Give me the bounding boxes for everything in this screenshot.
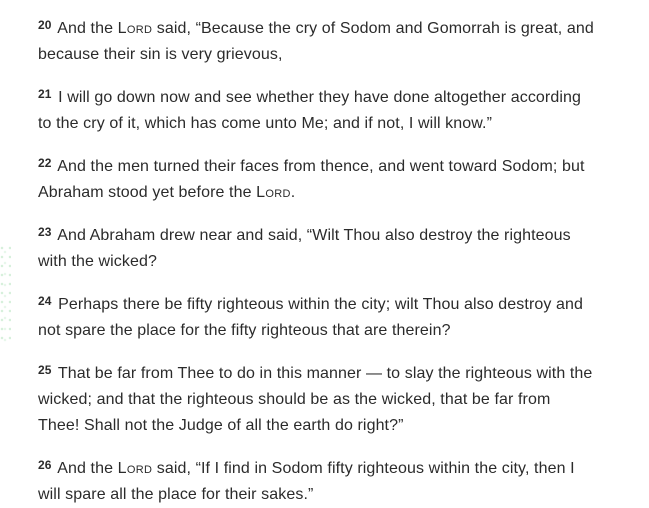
verse-number: 22 (38, 156, 52, 170)
verse: $^{20}$ And the Lord said, “Because the cry of Sodom and Gomorrah is great, and because their sin is very grievous, (38, 18, 594, 63)
verse-number: 25 (38, 363, 52, 377)
divine-name: Lord (256, 184, 291, 201)
verse-number: 21 (38, 87, 52, 101)
verse-number: 23 (38, 225, 52, 239)
divine-name: Lord (117, 20, 153, 37)
verse: $^{21}$ I will go down now and see whether they have done altogether according to the cry of it, which has come unto Me; and if not, I will know.” (38, 87, 581, 132)
verse-number: 24 (38, 294, 52, 308)
verse: $^{23}$ And Abraham drew near and said, “Wilt Thou also destroy the righteous with the wicked? (38, 225, 571, 270)
verse: $^{26}$ And the Lord said, “If I find in Sodom fifty righteous within the city, then I will spare all the place for their sakes.” (38, 458, 575, 503)
divine-name: Lord (117, 460, 153, 477)
verse: $^{24}$ Perhaps there be fifty righteous within the city; wilt Thou also destroy and not spare the place for the fifty righteous that are therein? (38, 294, 584, 339)
verse-list (38, 12, 594, 508)
verse-number: 26 (38, 458, 52, 472)
verse-number: 20 (38, 18, 52, 32)
verse: $^{22}$ And the men turned their faces from thence, and went toward Sodom; but Abraham stood yet before the Lord. (38, 156, 585, 201)
verse: $^{25}$ That be far from Thee to do in this manner — to slay the righteous with the wicked; and that the righteous should be as the wicked, that be far from Thee! Shall not the Judge of all the earth do right?” (38, 363, 593, 434)
